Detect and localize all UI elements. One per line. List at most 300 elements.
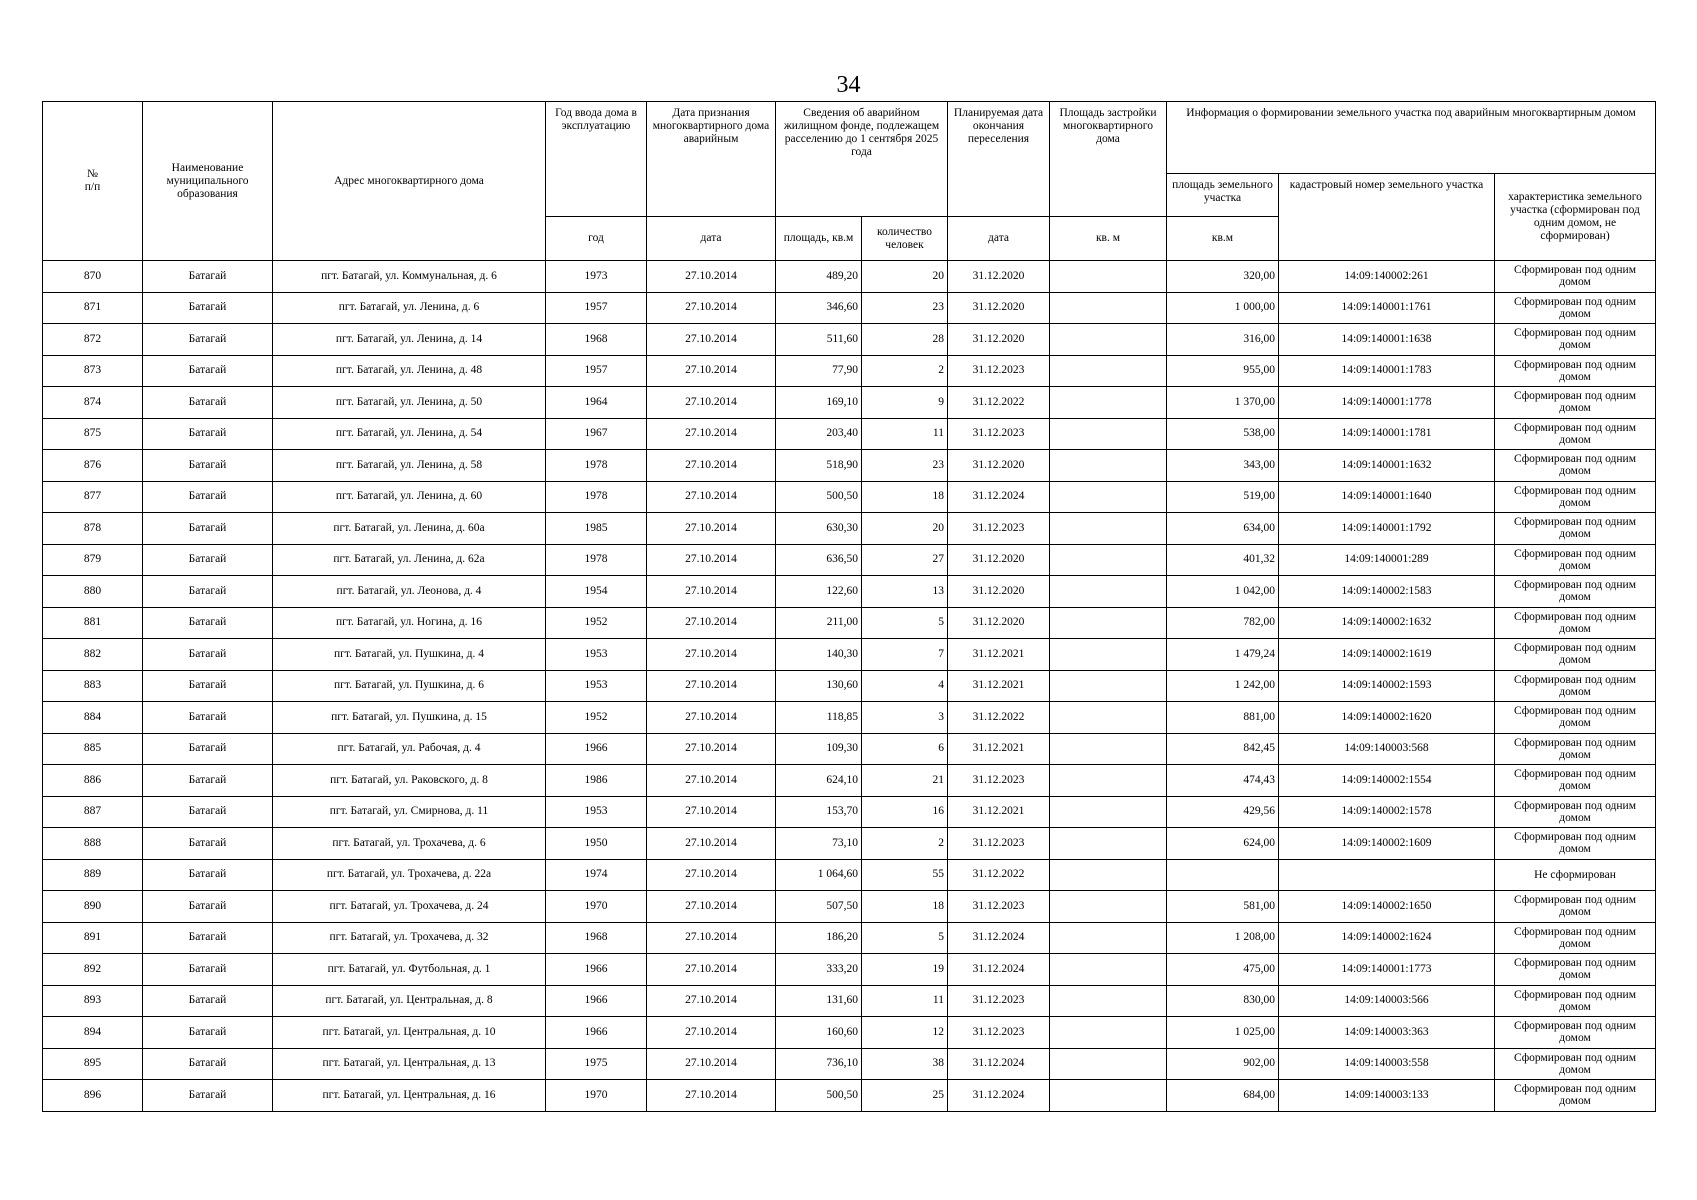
row-number: 878 [43, 513, 143, 545]
area-cell: 169,10 [776, 387, 862, 419]
land-status-cell: Сформирован под одним домом [1495, 387, 1656, 419]
planned-date-cell: 31.12.2023 [948, 1017, 1050, 1049]
land-status-cell: Сформирован под одним домом [1495, 324, 1656, 356]
land-status-cell: Сформирован под одним домом [1495, 450, 1656, 482]
table-row [43, 859, 1656, 891]
land-area-cell: 955,00 [1167, 355, 1279, 387]
municipality-cell: Батагай [143, 891, 273, 923]
table-row [43, 796, 1656, 828]
people-cell: 11 [862, 418, 948, 450]
recognition-date-cell: 27.10.2014 [647, 670, 776, 702]
table-row [43, 733, 1656, 765]
planned-date-cell: 31.12.2020 [948, 544, 1050, 576]
row-number: 893 [43, 985, 143, 1017]
recognition-date-cell: 27.10.2014 [647, 324, 776, 356]
planned-date-cell: 31.12.2020 [948, 450, 1050, 482]
cadastral-number-cell: 14:09:140002:1593 [1279, 670, 1495, 702]
land-status-cell: Сформирован под одним домом [1495, 355, 1656, 387]
row-number: 873 [43, 355, 143, 387]
table-row [43, 513, 1656, 545]
row-number: 876 [43, 450, 143, 482]
cadastral-number-cell: 14:09:140001:1781 [1279, 418, 1495, 450]
table-row [43, 450, 1656, 482]
area-cell: 203,40 [776, 418, 862, 450]
header-land-area: площадь земельного участка [1167, 174, 1279, 217]
people-cell: 2 [862, 355, 948, 387]
planned-date-cell: 31.12.2023 [948, 828, 1050, 860]
planned-date-cell: 31.12.2021 [948, 639, 1050, 671]
row-number: 871 [43, 292, 143, 324]
planned-date-cell: 31.12.2024 [948, 1080, 1050, 1112]
address-cell: пгт. Батагай, ул. Футбольная, д. 1 [273, 954, 546, 986]
land-status-cell: Сформирован под одним домом [1495, 891, 1656, 923]
recognition-date-cell: 27.10.2014 [647, 513, 776, 545]
people-cell: 28 [862, 324, 948, 356]
land-area-cell: 320,00 [1167, 261, 1279, 293]
building-area-cell [1050, 670, 1167, 702]
land-area-cell: 782,00 [1167, 607, 1279, 639]
building-area-cell [1050, 607, 1167, 639]
cadastral-number-cell: 14:09:140003:566 [1279, 985, 1495, 1017]
land-area-cell: 684,00 [1167, 1080, 1279, 1112]
building-area-cell [1050, 1017, 1167, 1049]
table-row [43, 702, 1656, 734]
planned-date-cell: 31.12.2020 [948, 607, 1050, 639]
planned-date-cell: 31.12.2024 [948, 481, 1050, 513]
municipality-cell: Батагай [143, 292, 273, 324]
address-cell: пгт. Батагай, ул. Рабочая, д. 4 [273, 733, 546, 765]
row-number: 890 [43, 891, 143, 923]
address-cell: пгт. Батагай, ул. Ленина, д. 48 [273, 355, 546, 387]
header-land-characteristic: характеристика земельного участка (сформирован под одним домом, не сформирован) [1495, 174, 1656, 261]
land-status-cell: Сформирован под одним домом [1495, 292, 1656, 324]
municipality-cell: Батагай [143, 355, 273, 387]
municipality-cell: Батагай [143, 576, 273, 608]
people-cell: 5 [862, 922, 948, 954]
table-header [43, 102, 1656, 261]
people-cell: 9 [862, 387, 948, 419]
area-cell: 153,70 [776, 796, 862, 828]
people-cell: 3 [862, 702, 948, 734]
table-row [43, 891, 1656, 923]
planned-date-cell: 31.12.2023 [948, 513, 1050, 545]
row-number: 884 [43, 702, 143, 734]
land-area-cell: 1 025,00 [1167, 1017, 1279, 1049]
year-cell: 1966 [546, 954, 647, 986]
row-number: 883 [43, 670, 143, 702]
land-area-cell: 902,00 [1167, 1048, 1279, 1080]
cadastral-number-cell [1279, 859, 1495, 891]
table-row [43, 261, 1656, 293]
recognition-date-cell: 27.10.2014 [647, 796, 776, 828]
people-cell: 18 [862, 891, 948, 923]
building-area-cell [1050, 954, 1167, 986]
recognition-date-cell: 27.10.2014 [647, 544, 776, 576]
cadastral-number-cell: 14:09:140003:133 [1279, 1080, 1495, 1112]
table-row [43, 1048, 1656, 1080]
row-number: 885 [43, 733, 143, 765]
people-cell: 6 [862, 733, 948, 765]
land-status-cell: Сформирован под одним домом [1495, 796, 1656, 828]
area-cell: 489,20 [776, 261, 862, 293]
address-cell: пгт. Батагай, ул. Леонова, д. 4 [273, 576, 546, 608]
land-status-cell: Не сформирован [1495, 859, 1656, 891]
address-cell: пгт. Батагай, ул. Центральная, д. 10 [273, 1017, 546, 1049]
recognition-date-cell: 27.10.2014 [647, 859, 776, 891]
building-area-cell [1050, 261, 1167, 293]
area-cell: 130,60 [776, 670, 862, 702]
people-cell: 19 [862, 954, 948, 986]
land-area-cell: 475,00 [1167, 954, 1279, 986]
municipality-cell: Батагай [143, 324, 273, 356]
planned-date-cell: 31.12.2022 [948, 702, 1050, 734]
municipality-cell: Батагай [143, 387, 273, 419]
table-row [43, 639, 1656, 671]
cadastral-number-cell: 14:09:140002:1650 [1279, 891, 1495, 923]
header-municipality: Наименование муниципального образования [143, 102, 273, 261]
land-status-cell: Сформирован под одним домом [1495, 418, 1656, 450]
municipality-cell: Батагай [143, 1048, 273, 1080]
row-number: 879 [43, 544, 143, 576]
land-status-cell: Сформирован под одним домом [1495, 607, 1656, 639]
planned-date-cell: 31.12.2023 [948, 985, 1050, 1017]
cadastral-number-cell: 14:09:140002:1583 [1279, 576, 1495, 608]
land-status-cell: Сформирован под одним домом [1495, 261, 1656, 293]
recognition-date-cell: 27.10.2014 [647, 765, 776, 797]
cadastral-number-cell: 14:09:140003:558 [1279, 1048, 1495, 1080]
address-cell: пгт. Батагай, ул. Трохачева, д. 6 [273, 828, 546, 860]
table-row [43, 828, 1656, 860]
land-area-cell: 1 000,00 [1167, 292, 1279, 324]
people-cell: 5 [862, 607, 948, 639]
recognition-date-cell: 27.10.2014 [647, 954, 776, 986]
row-number: 872 [43, 324, 143, 356]
building-area-cell [1050, 355, 1167, 387]
cadastral-number-cell: 14:09:140001:1773 [1279, 954, 1495, 986]
building-area-cell [1050, 481, 1167, 513]
land-status-cell: Сформирован под одним домом [1495, 639, 1656, 671]
planned-date-cell: 31.12.2024 [948, 922, 1050, 954]
recognition-date-cell: 27.10.2014 [647, 576, 776, 608]
row-number: 892 [43, 954, 143, 986]
header-recognition-date: Дата признания многоквартирного дома аварийным [647, 102, 776, 217]
recognition-date-cell: 27.10.2014 [647, 1080, 776, 1112]
land-area-cell: 624,00 [1167, 828, 1279, 860]
people-cell: 20 [862, 261, 948, 293]
row-number: 896 [43, 1080, 143, 1112]
address-cell: пгт. Батагай, ул. Трохачева, д. 22а [273, 859, 546, 891]
area-cell: 630,30 [776, 513, 862, 545]
land-status-cell: Сформирован под одним домом [1495, 576, 1656, 608]
land-area-cell: 1 479,24 [1167, 639, 1279, 671]
row-number: 889 [43, 859, 143, 891]
planned-date-cell: 31.12.2023 [948, 418, 1050, 450]
land-status-cell: Сформирован под одним домом [1495, 765, 1656, 797]
land-status-cell: Сформирован под одним домом [1495, 1080, 1656, 1112]
year-cell: 1953 [546, 796, 647, 828]
land-area-cell: 343,00 [1167, 450, 1279, 482]
area-cell: 500,50 [776, 481, 862, 513]
year-cell: 1974 [546, 859, 647, 891]
people-cell: 4 [862, 670, 948, 702]
land-status-cell: Сформирован под одним домом [1495, 733, 1656, 765]
recognition-date-cell: 27.10.2014 [647, 639, 776, 671]
area-cell: 160,60 [776, 1017, 862, 1049]
people-cell: 23 [862, 450, 948, 482]
land-area-cell: 519,00 [1167, 481, 1279, 513]
people-cell: 25 [862, 1080, 948, 1112]
address-cell: пгт. Батагай, ул. Пушкина, д. 6 [273, 670, 546, 702]
table-row [43, 324, 1656, 356]
address-cell: пгт. Батагай, ул. Ленина, д. 62а [273, 544, 546, 576]
people-cell: 27 [862, 544, 948, 576]
header-unit-people: количество человек [862, 217, 948, 261]
land-area-cell: 538,00 [1167, 418, 1279, 450]
year-cell: 1978 [546, 544, 647, 576]
recognition-date-cell: 27.10.2014 [647, 733, 776, 765]
row-number: 882 [43, 639, 143, 671]
area-cell: 211,00 [776, 607, 862, 639]
planned-date-cell: 31.12.2024 [948, 954, 1050, 986]
people-cell: 38 [862, 1048, 948, 1080]
area-cell: 636,50 [776, 544, 862, 576]
cadastral-number-cell: 14:09:140001:1792 [1279, 513, 1495, 545]
land-status-cell: Сформирован под одним домом [1495, 922, 1656, 954]
people-cell: 11 [862, 985, 948, 1017]
building-area-cell [1050, 796, 1167, 828]
land-area-cell: 429,56 [1167, 796, 1279, 828]
address-cell: пгт. Батагай, ул. Ленина, д. 60 [273, 481, 546, 513]
recognition-date-cell: 27.10.2014 [647, 450, 776, 482]
table-row [43, 355, 1656, 387]
planned-date-cell: 31.12.2020 [948, 261, 1050, 293]
land-area-cell: 1 208,00 [1167, 922, 1279, 954]
row-number: 875 [43, 418, 143, 450]
cadastral-number-cell: 14:09:140001:1778 [1279, 387, 1495, 419]
municipality-cell: Батагай [143, 765, 273, 797]
building-area-cell [1050, 702, 1167, 734]
cadastral-number-cell: 14:09:140003:568 [1279, 733, 1495, 765]
recognition-date-cell: 27.10.2014 [647, 1017, 776, 1049]
planned-date-cell: 31.12.2023 [948, 355, 1050, 387]
area-cell: 518,90 [776, 450, 862, 482]
municipality-cell: Батагай [143, 481, 273, 513]
land-status-cell: Сформирован под одним домом [1495, 1048, 1656, 1080]
people-cell: 18 [862, 481, 948, 513]
year-cell: 1953 [546, 639, 647, 671]
header-year: Год ввода дома в эксплуатацию [546, 102, 647, 217]
page-number: 34 [836, 72, 861, 98]
table-row [43, 765, 1656, 797]
year-cell: 1968 [546, 922, 647, 954]
cadastral-number-cell: 14:09:140001:1783 [1279, 355, 1495, 387]
municipality-cell: Батагай [143, 1017, 273, 1049]
header-unit-kvm2: кв.м [1167, 217, 1279, 261]
row-number: 886 [43, 765, 143, 797]
year-cell: 1966 [546, 985, 647, 1017]
year-cell: 1986 [546, 765, 647, 797]
people-cell: 7 [862, 639, 948, 671]
recognition-date-cell: 27.10.2014 [647, 828, 776, 860]
planned-date-cell: 31.12.2020 [948, 292, 1050, 324]
row-number: 894 [43, 1017, 143, 1049]
municipality-cell: Батагай [143, 639, 273, 671]
municipality-cell: Батагай [143, 261, 273, 293]
planned-date-cell: 31.12.2022 [948, 387, 1050, 419]
land-area-cell: 474,43 [1167, 765, 1279, 797]
address-cell: пгт. Батагай, ул. Ленина, д. 58 [273, 450, 546, 482]
address-cell: пгт. Батагай, ул. Пушкина, д. 4 [273, 639, 546, 671]
emergency-housing-table [42, 101, 1656, 1112]
building-area-cell [1050, 418, 1167, 450]
cadastral-number-cell: 14:09:140001:289 [1279, 544, 1495, 576]
area-cell: 118,85 [776, 702, 862, 734]
row-number: 880 [43, 576, 143, 608]
municipality-cell: Батагай [143, 513, 273, 545]
recognition-date-cell: 27.10.2014 [647, 481, 776, 513]
planned-date-cell: 31.12.2024 [948, 1048, 1050, 1080]
people-cell: 20 [862, 513, 948, 545]
row-number: 895 [43, 1048, 143, 1080]
year-cell: 1968 [546, 324, 647, 356]
municipality-cell: Батагай [143, 1080, 273, 1112]
people-cell: 13 [862, 576, 948, 608]
building-area-cell [1050, 891, 1167, 923]
area-cell: 346,60 [776, 292, 862, 324]
building-area-cell [1050, 922, 1167, 954]
row-number: 888 [43, 828, 143, 860]
area-cell: 500,50 [776, 1080, 862, 1112]
row-number: 891 [43, 922, 143, 954]
cadastral-number-cell: 14:09:140001:1632 [1279, 450, 1495, 482]
table-row [43, 481, 1656, 513]
year-cell: 1966 [546, 733, 647, 765]
recognition-date-cell: 27.10.2014 [647, 261, 776, 293]
municipality-cell: Батагай [143, 733, 273, 765]
area-cell: 122,60 [776, 576, 862, 608]
building-area-cell [1050, 733, 1167, 765]
municipality-cell: Батагай [143, 859, 273, 891]
address-cell: пгт. Батагай, ул. Ленина, д. 54 [273, 418, 546, 450]
building-area-cell [1050, 450, 1167, 482]
land-area-cell: 316,00 [1167, 324, 1279, 356]
year-cell: 1957 [546, 292, 647, 324]
municipality-cell: Батагай [143, 702, 273, 734]
municipality-cell: Батагай [143, 670, 273, 702]
building-area-cell [1050, 859, 1167, 891]
building-area-cell [1050, 639, 1167, 671]
header-unit-kvm: кв. м [1050, 217, 1167, 261]
area-cell: 511,60 [776, 324, 862, 356]
header-unit-date: дата [647, 217, 776, 261]
address-cell: пгт. Батагай, ул. Центральная, д. 13 [273, 1048, 546, 1080]
recognition-date-cell: 27.10.2014 [647, 607, 776, 639]
building-area-cell [1050, 292, 1167, 324]
municipality-cell: Батагай [143, 922, 273, 954]
building-area-cell [1050, 544, 1167, 576]
address-cell: пгт. Батагай, ул. Смирнова, д. 11 [273, 796, 546, 828]
land-area-cell: 1 042,00 [1167, 576, 1279, 608]
header-num: № п/п [43, 102, 143, 261]
area-cell: 1 064,60 [776, 859, 862, 891]
address-cell: пгт. Батагай, ул. Ленина, д. 14 [273, 324, 546, 356]
header-building-area: Площадь застройки многоквартирного дома [1050, 102, 1167, 217]
planned-date-cell: 31.12.2021 [948, 733, 1050, 765]
year-cell: 1966 [546, 1017, 647, 1049]
cadastral-number-cell: 14:09:140002:1620 [1279, 702, 1495, 734]
land-area-cell: 634,00 [1167, 513, 1279, 545]
planned-date-cell: 31.12.2023 [948, 765, 1050, 797]
table-row [43, 922, 1656, 954]
area-cell: 507,50 [776, 891, 862, 923]
land-status-cell: Сформирован под одним домом [1495, 544, 1656, 576]
table-body [43, 261, 1656, 1112]
municipality-cell: Батагай [143, 544, 273, 576]
cadastral-number-cell: 14:09:140003:363 [1279, 1017, 1495, 1049]
people-cell: 55 [862, 859, 948, 891]
people-cell: 12 [862, 1017, 948, 1049]
row-number: 887 [43, 796, 143, 828]
municipality-cell: Батагай [143, 796, 273, 828]
municipality-cell: Батагай [143, 607, 273, 639]
cadastral-number-cell: 14:09:140002:1619 [1279, 639, 1495, 671]
planned-date-cell: 31.12.2020 [948, 576, 1050, 608]
people-cell: 2 [862, 828, 948, 860]
land-area-cell: 1 370,00 [1167, 387, 1279, 419]
building-area-cell [1050, 576, 1167, 608]
building-area-cell [1050, 387, 1167, 419]
year-cell: 1964 [546, 387, 647, 419]
header-planned-date: Планируемая дата окончания переселения [948, 102, 1050, 217]
land-status-cell: Сформирован под одним домом [1495, 985, 1656, 1017]
land-area-cell: 581,00 [1167, 891, 1279, 923]
year-cell: 1975 [546, 1048, 647, 1080]
building-area-cell [1050, 985, 1167, 1017]
planned-date-cell: 31.12.2021 [948, 670, 1050, 702]
address-cell: пгт. Батагай, ул. Коммунальная, д. 6 [273, 261, 546, 293]
cadastral-number-cell: 14:09:140001:1640 [1279, 481, 1495, 513]
people-cell: 21 [862, 765, 948, 797]
table-row [43, 670, 1656, 702]
address-cell: пгт. Батагай, ул. Центральная, д. 16 [273, 1080, 546, 1112]
land-status-cell: Сформирован под одним домом [1495, 481, 1656, 513]
land-status-cell: Сформирован под одним домом [1495, 1017, 1656, 1049]
area-cell: 140,30 [776, 639, 862, 671]
table-row [43, 544, 1656, 576]
building-area-cell [1050, 513, 1167, 545]
planned-date-cell: 31.12.2023 [948, 891, 1050, 923]
cadastral-number-cell: 14:09:140001:1638 [1279, 324, 1495, 356]
cadastral-number-cell: 14:09:140002:1554 [1279, 765, 1495, 797]
header-unit-area: площадь, кв.м [776, 217, 862, 261]
year-cell: 1952 [546, 702, 647, 734]
row-number: 877 [43, 481, 143, 513]
address-cell: пгт. Батагай, ул. Ленина, д. 60а [273, 513, 546, 545]
area-cell: 77,90 [776, 355, 862, 387]
row-number: 874 [43, 387, 143, 419]
cadastral-number-cell: 14:09:140002:1609 [1279, 828, 1495, 860]
table-row [43, 985, 1656, 1017]
year-cell: 1950 [546, 828, 647, 860]
address-cell: пгт. Батагай, ул. Пушкина, д. 15 [273, 702, 546, 734]
header-fund-info: Сведения об аварийном жилищном фонде, подлежащем расселению до 1 сентября 2025 года [776, 102, 948, 217]
recognition-date-cell: 27.10.2014 [647, 985, 776, 1017]
recognition-date-cell: 27.10.2014 [647, 891, 776, 923]
land-status-cell: Сформирован под одним домом [1495, 513, 1656, 545]
municipality-cell: Батагай [143, 954, 273, 986]
land-area-cell: 842,45 [1167, 733, 1279, 765]
land-area-cell: 881,00 [1167, 702, 1279, 734]
